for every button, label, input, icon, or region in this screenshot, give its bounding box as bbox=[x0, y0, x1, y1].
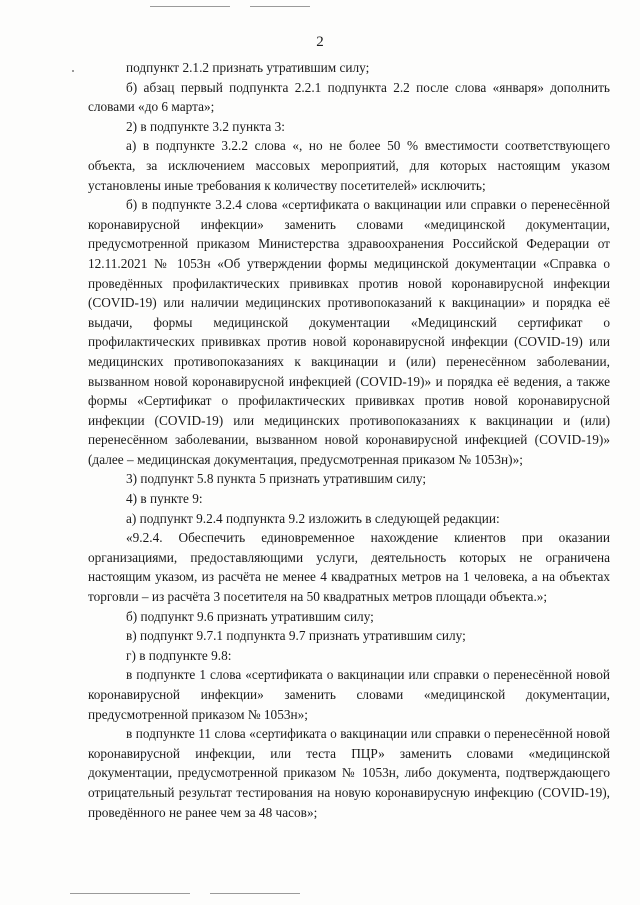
paragraph: 4) в пункте 9: bbox=[126, 491, 203, 507]
paragraph: а) подпункт 9.2.4 подпункта 9.2 изложить в следующей редакции: bbox=[126, 510, 500, 526]
paragraph: 2) в подпункте 3.2 пункта 3: bbox=[126, 118, 286, 134]
paragraph: б) в подпункте 3.2.4 слова «сертификата о вакцинации или справки о перенесённой коронавирусной инфекции» заменить словами «медицинской документации, предусмотренной приказом Министерства здравоохранения Российской Федерации от 12.11.2021 № 1053н «Об утверждении формы медицинской документации «Справка о проведённых профилактических прививках против новой коронавирусной инфекции (COVID-19) или наличии медицинских противопоказаний к вакцинации» и порядка её выдачи, формы медицинской документации «Медицинский сертификат о профилактических прививках против новой коронавирусной инфекции (COVID-19) или медицинских противопоказаниях к вакцинации и (или) перенесённом заболевании, вызванном новой коронавирусной инфекцией (COVID-19)» и порядка её ведения, а также формы «Сертификат о профилактических прививках против новой коронавирусной инфекции (COVID-19) или медицинских противопоказаниях к вакцинации и (или) перенесённом заболевании, вызванном новой коронавирусной инфекцией (COVID-19)» (далее – медицинская документация, предусмотренная приказом № 1053н)»; bbox=[88, 197, 610, 467]
paragraph: в подпункте 11 слова «сертификата о вакцинации или справки о перенесённой новой коронавирусной инфекции, или теста ПЦР» заменить словами «медицинской документации, предусмотренной приказом № 1053н, либо документа, подтверждающего отрицательный результат тестирования на новую коронавирусную инфекцию (COVID-19), проведённого не ранее чем за 48 часов»; bbox=[88, 726, 610, 820]
paragraph: «9.2.4. Обеспечить единовременное нахождение клиентов при оказании организациями, предоставляющими услуги, деятельность которых не ограничена настоящим указом, из расчёта не менее 4 квадратных метров на 1 человека, а на объектах торговли – из расчёта 3 посетителя на 50 квадратных метров площади объекта.»; bbox=[88, 530, 610, 605]
paragraph: 3) подпункт 5.8 пункта 5 признать утратившим силу; bbox=[126, 471, 427, 487]
scan-artifact-top bbox=[150, 6, 230, 7]
scan-artifact-bottom-right bbox=[210, 893, 300, 894]
paragraph: б) абзац первый подпункта 2.2.1 подпункта 2.2 после слова «января» дополнить словами «до 6 марта»; bbox=[88, 79, 610, 115]
paragraph: в) подпункт 9.7.1 подпункта 9.7 признать утратившим силу; bbox=[126, 628, 466, 644]
paragraph: а) в подпункте 3.2.2 слова «, но не более 50 % вместимости соответствующего объекта, за исключением массовых мероприятий, для которых настоящим указом установлены иные требования к количеству посетителей» исключить; bbox=[88, 138, 610, 193]
document-body bbox=[88, 58, 610, 822]
scan-artifact-top-right bbox=[250, 6, 310, 7]
paragraph: в подпункте 1 слова «сертификата о вакцинации или справки о перенесённой новой коронавирусной инфекции» заменить словами «медицинской документации, предусмотренной приказом № 1053н»; bbox=[88, 667, 610, 722]
paragraph: б) подпункт 9.6 признать утратившим силу; bbox=[126, 608, 374, 624]
paragraph: подпункт 2.1.2 признать утратившим силу; bbox=[126, 60, 370, 75]
scan-artifact-bottom bbox=[70, 893, 190, 894]
paragraph: г) в подпункте 9.8: bbox=[126, 647, 232, 663]
page-number: 2 bbox=[316, 34, 324, 50]
scan-artifact-left bbox=[72, 70, 74, 72]
